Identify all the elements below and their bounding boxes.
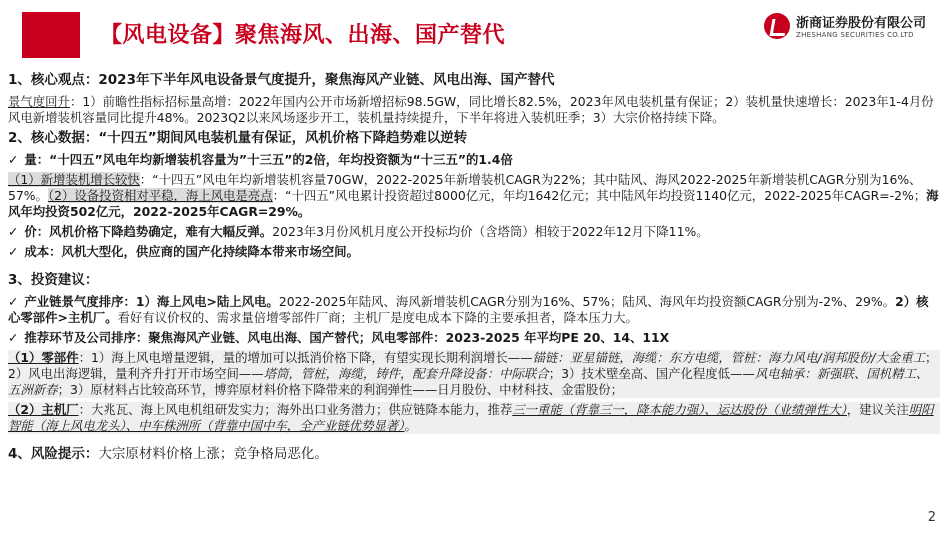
slide-title: 【风电设备】聚焦海风、出海、国产替代 <box>100 23 506 48</box>
section-1-paragraph: 景气度回升：1）前瞻性指标招标量高增：2022年国内公开市场新增招标98.5GW，同比增长82.5%，2023年风电装机量有保证；2）装机量快速增长：2023年1-4月份风电新增装机容量同比提升48%。2023Q2以来风场逐步开工，装机量持续提升，下半年将进入装机旺季；3）大宗价格持续下降。 <box>8 94 934 125</box>
section-2-bullet-price: ✓ 价：风机价格下降趋势确定，难有大幅反弹。2023年3月份风机月度公开投标均价（含塔筒）相较于2022年12月下降11%。 <box>8 224 709 239</box>
logo-chinese-name: 浙商证券股份有限公司 <box>795 16 926 31</box>
volume-detail-lead-1: （1）新增装机增长较快 <box>8 172 140 187</box>
page-number: 2 <box>927 510 936 525</box>
header-red-block <box>22 12 80 58</box>
section-2-bullet-volume: ✓ 量：“十四五”风电年均新增装机容量为”十三五”的2倍，年均投资额为“十三五”的1.4倍 <box>8 152 513 167</box>
volume-detail-lead-2: （2）设备投资相对平稳，海上风电是亮点 <box>47 188 273 203</box>
check-icon: ✓ <box>8 294 19 309</box>
check-icon: ✓ <box>8 152 19 167</box>
components-lead: （1）零部件 <box>8 350 79 365</box>
section-2-heading: 2、核心数据：“十四五”期间风电装机量有保证，风机价格下降趋势难以逆转 <box>8 130 468 146</box>
check-icon: ✓ <box>8 244 19 259</box>
check-icon: ✓ <box>8 224 19 239</box>
risk-text: 大宗原材料价格上涨；竞争格局恶化。 <box>98 446 328 462</box>
section-4-heading: 4、风险提示：大宗原材料价格上涨；竞争格局恶化。 <box>8 446 328 462</box>
section-3-heading: 3、投资建议： <box>8 272 99 288</box>
section-3-bullet-recommend: ✓ 推荐环节及公司排序：聚焦海风产业链、风电出海、国产替代；风电零部件：2023-2025 年平均PE 20、14、11X <box>8 330 670 345</box>
section-3-bullet-ranking: ✓ 产业链景气度排序：1）海上风电>陆上风电。2022-2025年陆风、海风新增装机CAGR分别为16%、57%；陆风、海风年均投资额CAGR分别为-2%、29%。2）核心零部件>主机厂。看好有议价权的、需求量倍增零部件厂商；主机厂是度电成本下降的主要承担者，降本压力大。 <box>8 294 929 325</box>
section-2-volume-detail: （1）新增装机增长较快：“十四五”风电年均新增装机容量70GW，2022-2025年新增装机CAGR为22%；其中陆风、海风2022-2025年新增装机CAGR分别为16%、57%。（2）设备投资相对平稳，海上风电是亮点：“十四五”风电累计投资超过8000亿元，年均1642亿元；其中陆风年均投资1140亿元，2022-2025年CAGR=-2%；海风年均投资502亿元，2022-2025年CAGR=29%。 <box>8 172 939 219</box>
company-logo <box>764 12 926 39</box>
zheshang-logo-icon <box>764 13 790 39</box>
section-3-components-paragraph: （1）零部件：1）海上风电增量逻辑，量的增加可以抵消价格下降，有望实现长期利润增长——锚链：亚星锚链，海缆：东方电缆，管桩：海力风电/润邦股份/大金重工；2）风电出海逻辑，量利齐升打开市场空间——塔筒，管桩，海缆，铸件，配套升降设备：中际联合；3）技术壁垒高、国产化程度低——风电轴承：新强联、国机精工、五洲新春；3）原材料占比较高环节，博弈原材料价格下降带来的利润弹性——日月股份、中材科技、金雷股份； <box>8 350 940 398</box>
section-3-oem-paragraph: （2）主机厂：大兆瓦、海上风电机组研发实力；海外出口业务潜力；供应链降本能力，推荐三一重能（背靠三一，降本能力强）、运达股份（业绩弹性大），建议关注明阳智能（海上风电龙头）、中车株洲所（背靠中国中车，全产业链优势显著）。 <box>8 402 940 434</box>
oem-lead: （2）主机厂 <box>8 402 79 417</box>
logo-english-name: ZHESHANG SECURITIES CO.LTD <box>795 31 914 39</box>
check-icon: ✓ <box>8 330 19 345</box>
section-1-heading: 1、核心观点：2023年下半年风电设备景气度提升，聚焦海风产业链、风电出海、国产替代 <box>8 72 555 88</box>
section-1-lead: 景气度回升 <box>8 94 70 109</box>
slide-body <box>8 72 940 468</box>
section-2-bullet-cost: ✓ 成本：风机大型化，供应商的国产化持续降本带来市场空间。 <box>8 244 359 259</box>
